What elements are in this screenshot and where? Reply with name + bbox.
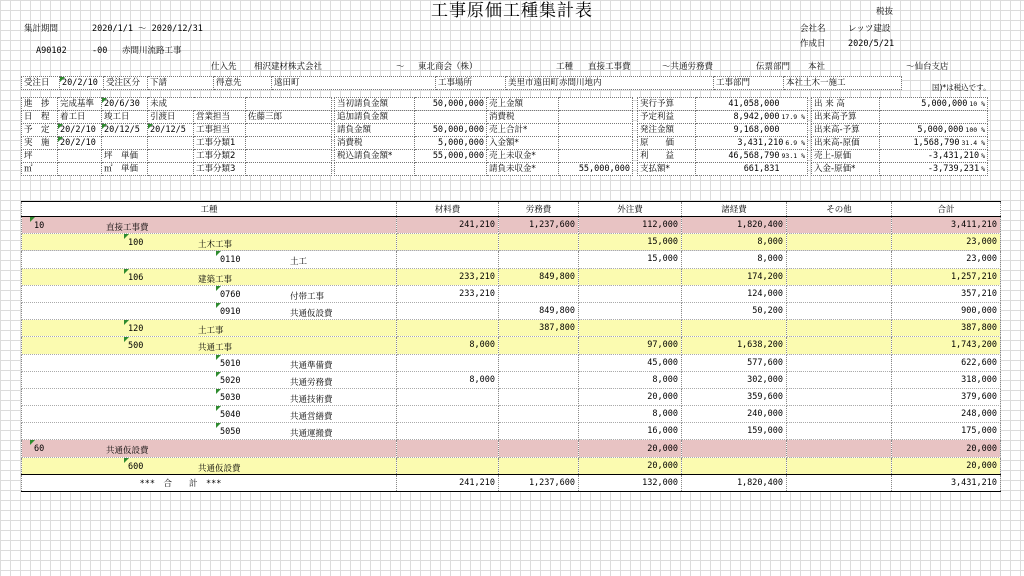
m2-unit-price-label: ㎡ 単価: [102, 163, 148, 176]
profit-value: 46,568,790 93.1 %: [696, 150, 808, 163]
kind-name: 共通運搬費: [290, 429, 333, 440]
empty-cell: [58, 163, 102, 176]
table-row: [22, 217, 1001, 234]
material-cell: [397, 457, 499, 474]
col-header-material: 材料費: [397, 202, 499, 217]
project-sub-code: -00: [92, 46, 108, 56]
labor-cell: [499, 388, 579, 405]
sales-person-label: 営業担当: [194, 111, 246, 124]
kind-cell: [22, 285, 397, 302]
total-cell: 175,000: [892, 423, 1001, 440]
kind-name: 共通技術費: [290, 394, 333, 405]
tax-mode-label: 税抜: [876, 7, 894, 17]
empty-cell: [246, 124, 332, 137]
overhead-cell: 1,638,200: [682, 337, 787, 354]
table-row: [22, 440, 1001, 457]
total-cell: 318,000: [892, 371, 1001, 388]
kind-cell: [22, 234, 397, 251]
outsource-cell: 16,000: [579, 423, 682, 440]
outsource-cell: 20,000: [579, 457, 682, 474]
kind-code: 600: [128, 461, 144, 472]
material-cell: 241,210: [397, 217, 499, 234]
kind-cell: [22, 217, 397, 234]
table-header-row: [22, 202, 1001, 217]
outsource-cell: 20,000: [579, 440, 682, 457]
material-cell: [397, 320, 499, 337]
col-header-outsource: 外注費: [579, 202, 682, 217]
order-date: 20/2/10: [60, 77, 104, 90]
overhead-cell: 8,000: [682, 234, 787, 251]
handover-date-label: 引渡日: [148, 111, 194, 124]
cost-summary-table: [21, 201, 1001, 492]
kind-name: 土木工事: [198, 240, 233, 251]
other-cell: [787, 440, 892, 457]
kind-cell: [22, 268, 397, 285]
material-cell: 8,000: [397, 337, 499, 354]
kind-name: 付帯工事: [290, 291, 325, 302]
kind-code: 106: [128, 272, 144, 283]
output-label: 出 来 高: [812, 98, 880, 111]
total-cell: 900,000: [892, 302, 1001, 319]
kind-cell: [22, 371, 397, 388]
project-code: A90102: [36, 46, 67, 56]
contract-uncollected-value: 55,000,000: [559, 163, 633, 176]
other-cell: [787, 285, 892, 302]
kind-label: 工種: [556, 62, 574, 72]
overhead-cell: 50,200: [682, 302, 787, 319]
schedule-block: [21, 97, 332, 176]
total-cell: 622,600: [892, 354, 1001, 371]
labor-cell: [499, 440, 579, 457]
site-value: 美里市遠田町赤間川地内: [506, 77, 714, 90]
finish-date-label: 竣工日: [102, 111, 148, 124]
grand-total-material: 241,210: [397, 474, 499, 491]
outsource-cell: 8,000: [579, 406, 682, 423]
grand-total-overhead: 1,820,400: [682, 474, 787, 491]
grand-total-row: [22, 474, 1001, 491]
other-cell: [787, 234, 892, 251]
kind-name: 建築工事: [198, 274, 233, 285]
kind-code: 5010: [220, 358, 241, 369]
sales-amount-label: 売上金額: [487, 98, 559, 111]
taxinc-contract-label: 税込請負金額*: [335, 150, 415, 163]
other-cell: [787, 457, 892, 474]
labor-cell: [499, 371, 579, 388]
outsource-cell: [579, 268, 682, 285]
m2-label: ㎡: [22, 163, 58, 176]
material-cell: [397, 234, 499, 251]
overhead-cell: 240,000: [682, 406, 787, 423]
total-cell: 379,600: [892, 388, 1001, 405]
empty-cell: [102, 137, 148, 150]
material-cell: [397, 251, 499, 268]
works-dept-label: 工事部門: [714, 77, 784, 90]
material-cell: [397, 406, 499, 423]
other-cell: [787, 302, 892, 319]
outsource-cell: 15,000: [579, 234, 682, 251]
receipt-minus-cost-value: -3,739,231 %: [880, 163, 988, 176]
received-label: 入金額*: [487, 137, 559, 150]
empty-cell: [415, 111, 487, 124]
paid-value: 661,831: [696, 163, 808, 176]
col-header-other: その他: [787, 202, 892, 217]
table-row: [22, 423, 1001, 440]
other-cell: [787, 388, 892, 405]
sales-minus-cost-label: 売上-原価: [812, 150, 880, 163]
category1-label: 工事分類1: [194, 137, 246, 150]
kind-code: 5030: [220, 392, 241, 403]
empty-cell: [415, 163, 487, 176]
material-cell: [397, 440, 499, 457]
supplier-to: 東北商会（株）: [418, 62, 478, 72]
initial-contract-value: 50,000,000: [415, 98, 487, 111]
kind-to: ～共通労務費: [662, 62, 714, 72]
outsource-cell: 97,000: [579, 337, 682, 354]
overhead-cell: [682, 440, 787, 457]
material-cell: [397, 354, 499, 371]
overhead-cell: [682, 457, 787, 474]
period-value: 2020/1/1 ～ 2020/12/31: [92, 24, 203, 34]
outsource-cell: [579, 285, 682, 302]
table-row: [22, 251, 1001, 268]
output-minus-cost-label: 出来高-原価: [812, 137, 880, 150]
labor-cell: [499, 251, 579, 268]
material-cell: 233,210: [397, 285, 499, 302]
table-row: [22, 457, 1001, 474]
material-cell: [397, 388, 499, 405]
contract-tax-label: 消費税: [335, 137, 415, 150]
tax-note: 国)*は税込です。: [932, 83, 991, 92]
overhead-cell: 359,600: [682, 388, 787, 405]
sales-person: 佐藤三郎: [246, 111, 332, 124]
empty-cell: [559, 124, 633, 137]
output-block: [811, 97, 988, 176]
labor-cell: [499, 457, 579, 474]
kind-code: 10: [34, 221, 45, 231]
progress-status: 完成基準: [58, 98, 102, 111]
material-cell: [397, 423, 499, 440]
outsource-cell: [579, 302, 682, 319]
planned-label: 予 定: [22, 124, 58, 137]
category2-label: 工事分類2: [194, 150, 246, 163]
overhead-cell: 159,000: [682, 423, 787, 440]
kind-cell: [22, 251, 397, 268]
other-cell: [787, 251, 892, 268]
labor-cell: [499, 423, 579, 440]
project-name: 赤間川流路工事: [122, 46, 182, 56]
planned-profit-label: 予定利益: [638, 111, 696, 124]
kind-code: 120: [128, 324, 144, 335]
total-cell: 20,000: [892, 440, 1001, 457]
other-cell: [787, 371, 892, 388]
output-minus-cost-value: 1,568,790 31.4 %: [880, 137, 988, 150]
cost-label: 原 価: [638, 137, 696, 150]
overhead-cell: 8,000: [682, 251, 787, 268]
outsource-cell: 112,000: [579, 217, 682, 234]
outsource-cell: 15,000: [579, 251, 682, 268]
overhead-cell: 1,820,400: [682, 217, 787, 234]
total-cell: 1,743,200: [892, 337, 1001, 354]
order-date-label: 受注日: [22, 77, 60, 90]
total-cell: 23,000: [892, 251, 1001, 268]
kind-name: 共通労務費: [290, 377, 333, 388]
labor-cell: 849,800: [499, 268, 579, 285]
empty-cell: [246, 137, 332, 150]
paid-label: 支払額*: [638, 163, 696, 176]
overhead-cell: 124,000: [682, 285, 787, 302]
sales-uncollected-label: 売上未収金*: [487, 150, 559, 163]
kind-code: 5020: [220, 375, 241, 386]
overhead-cell: 174,200: [682, 268, 787, 285]
table-row: [22, 388, 1001, 405]
contract-block: [334, 97, 633, 176]
empty-cell: [559, 98, 633, 111]
total-cell: 23,000: [892, 234, 1001, 251]
kind-from: 直接工事費: [588, 62, 631, 72]
contract-amount-label: 請負金額: [335, 124, 415, 137]
kind-cell: [22, 457, 397, 474]
empty-cell: [246, 163, 332, 176]
planned-finish: 20/12/5: [102, 124, 148, 137]
empty-cell: [335, 163, 415, 176]
site-label: 工事場所: [436, 77, 506, 90]
col-header-total: 合計: [892, 202, 1001, 217]
labor-cell: [499, 234, 579, 251]
actual-start: 20/2/10: [58, 137, 102, 150]
order-class: 下請: [148, 77, 214, 90]
other-cell: [787, 320, 892, 337]
total-cell: 20,000: [892, 457, 1001, 474]
grand-total-outsource: 132,000: [579, 474, 682, 491]
created-value: 2020/5/21: [848, 39, 895, 49]
slip-dept-from: 本社: [808, 62, 826, 72]
ordered-amount-label: 発注金額: [638, 124, 696, 137]
planned-handover: 20/12/5: [148, 124, 194, 137]
kind-name: 共通仮設費: [290, 308, 333, 319]
kind-cell: [22, 320, 397, 337]
total-cell: 387,800: [892, 320, 1001, 337]
overhead-cell: [682, 320, 787, 337]
kind-cell: [22, 440, 397, 457]
empty-cell: [246, 150, 332, 163]
period-label: 集計期間: [24, 24, 59, 34]
total-cell: 357,210: [892, 285, 1001, 302]
kind-code: 5040: [220, 410, 241, 421]
empty-cell: [559, 137, 633, 150]
grand-total-total: 3,431,210: [892, 474, 1001, 491]
grand-total-other: [787, 474, 892, 491]
sales-minus-cost-value: -3,431,210 %: [880, 150, 988, 163]
kind-code: 0110: [220, 255, 241, 266]
empty-cell: [559, 111, 633, 124]
profit-label: 利 益: [638, 150, 696, 163]
kind-name: 共通準備費: [290, 360, 333, 371]
other-cell: [787, 217, 892, 234]
progress-date: 20/6/30: [102, 98, 148, 111]
client-value: 遠田町: [272, 77, 436, 90]
planned-start: 20/2/10: [58, 124, 102, 137]
order-info-row: [21, 76, 902, 90]
kind-code: 100: [128, 238, 144, 249]
grand-total-label: *** 合 計 ***: [22, 474, 397, 491]
supplier-label: 仕入先: [211, 62, 237, 72]
table-row: [22, 337, 1001, 354]
total-cell: 3,411,210: [892, 217, 1001, 234]
other-cell: [787, 406, 892, 423]
outsource-cell: 8,000: [579, 371, 682, 388]
total-cell: 248,000: [892, 406, 1001, 423]
output-minus-budget-label: 出来高-予算: [812, 124, 880, 137]
overhead-cell: 577,600: [682, 354, 787, 371]
kind-cell: [22, 388, 397, 405]
tsubo-label: 坪: [22, 150, 58, 163]
other-cell: [787, 423, 892, 440]
output-budget-label: 出来高予算: [812, 111, 880, 124]
table-row: [22, 234, 1001, 251]
kind-cell: [22, 337, 397, 354]
created-label: 作成日: [800, 39, 826, 49]
empty-cell: [559, 150, 633, 163]
table-row: [22, 371, 1001, 388]
table-row: [22, 406, 1001, 423]
labor-cell: 387,800: [499, 320, 579, 337]
order-class-label: 受注区分: [104, 77, 148, 90]
kind-name: 共通営繕費: [290, 412, 333, 423]
sales-tax-label: 消費税: [487, 111, 559, 124]
table-row: [22, 302, 1001, 319]
company-label: 会社名: [800, 24, 826, 34]
labor-cell: [499, 406, 579, 423]
exec-budget-label: 実行予算: [638, 98, 696, 111]
total-cell: 1,257,210: [892, 268, 1001, 285]
kind-code: 60: [34, 444, 45, 455]
contract-tax-value: 5,000,000: [415, 137, 487, 150]
kind-cell: [22, 423, 397, 440]
col-header-labor: 労務費: [499, 202, 579, 217]
contract-amount-value: 50,000,000: [415, 124, 487, 137]
ordered-amount-value: 9,168,000: [696, 124, 808, 137]
company-value: レッツ建設: [848, 24, 891, 34]
supplier-range-tilde: ～: [396, 62, 405, 72]
empty-cell: [148, 163, 194, 176]
tsubo-unit-price-label: 坪 単価: [102, 150, 148, 163]
empty-cell: [58, 150, 102, 163]
other-cell: [787, 268, 892, 285]
kind-code: 0760: [220, 289, 241, 300]
material-cell: [397, 302, 499, 319]
kind-code: 500: [128, 341, 144, 352]
empty-cell: [148, 137, 194, 150]
page-title: 工事原価工種集計表: [431, 1, 593, 21]
kind-name: 共通仮設費: [198, 463, 241, 474]
table-row: [22, 354, 1001, 371]
slip-dept-to: ～仙台支店: [906, 62, 949, 72]
initial-contract-label: 当初請負金額: [335, 98, 415, 111]
added-contract-label: 追加請負金額: [335, 111, 415, 124]
outsource-cell: [579, 320, 682, 337]
material-cell: 233,210: [397, 268, 499, 285]
labor-cell: [499, 337, 579, 354]
start-date-label: 着工日: [58, 111, 102, 124]
kind-name: 共通仮設費: [106, 446, 149, 457]
kind-cell: [22, 302, 397, 319]
empty-cell: [880, 111, 988, 124]
supplier-from: 相沢建材株式会社: [254, 62, 323, 72]
budget-block: [637, 97, 808, 176]
actual-label: 実 施: [22, 137, 58, 150]
material-cell: 8,000: [397, 371, 499, 388]
slip-dept-label: 伝票部門: [756, 62, 791, 72]
col-header-kind: 工種: [22, 202, 397, 217]
kind-cell: [22, 406, 397, 423]
sales-total-label: 売上合計*: [487, 124, 559, 137]
kind-code: 5050: [220, 427, 241, 438]
output-value: 5,000,000 10 %: [880, 98, 988, 111]
table-row: [22, 268, 1001, 285]
labor-cell: 1,237,600: [499, 217, 579, 234]
works-dept-value: 本社土木一施工: [784, 77, 902, 90]
receipt-minus-cost-label: 入金-原価*: [812, 163, 880, 176]
labor-cell: 849,800: [499, 302, 579, 319]
category3-label: 工事分類3: [194, 163, 246, 176]
progress-state: 未成: [148, 98, 194, 111]
works-person-label: 工事担当: [194, 124, 246, 137]
kind-name: 土工: [290, 257, 308, 268]
labor-cell: [499, 354, 579, 371]
taxinc-contract-value: 55,000,000: [415, 150, 487, 163]
cost-value: 3,431,210 6.9 %: [696, 137, 808, 150]
kind-name: 共通工事: [198, 343, 233, 354]
table-row: [22, 320, 1001, 337]
grand-total-labor: 1,237,600: [499, 474, 579, 491]
client-label: 得意先: [214, 77, 272, 90]
other-cell: [787, 337, 892, 354]
kind-cell: [22, 354, 397, 371]
col-header-overhead: 諸経費: [682, 202, 787, 217]
output-minus-budget-value: 5,000,000 100 %: [880, 124, 988, 137]
empty-cell: [148, 150, 194, 163]
empty-cell: [246, 98, 332, 111]
kind-name: 直接工事費: [106, 223, 149, 233]
kind-name: 土工事: [198, 326, 224, 337]
schedule-label: 日 程: [22, 111, 58, 124]
progress-label: 進 捗: [22, 98, 58, 111]
overhead-cell: 302,000: [682, 371, 787, 388]
kind-code: 0910: [220, 306, 241, 317]
outsource-cell: 45,000: [579, 354, 682, 371]
labor-cell: [499, 285, 579, 302]
exec-budget-value: 41,058,000: [696, 98, 808, 111]
outsource-cell: 20,000: [579, 388, 682, 405]
planned-profit-value: 8,942,000 17.9 %: [696, 111, 808, 124]
table-row: [22, 285, 1001, 302]
other-cell: [787, 354, 892, 371]
empty-cell: [194, 98, 246, 111]
contract-uncollected-label: 請負未収金*: [487, 163, 559, 176]
